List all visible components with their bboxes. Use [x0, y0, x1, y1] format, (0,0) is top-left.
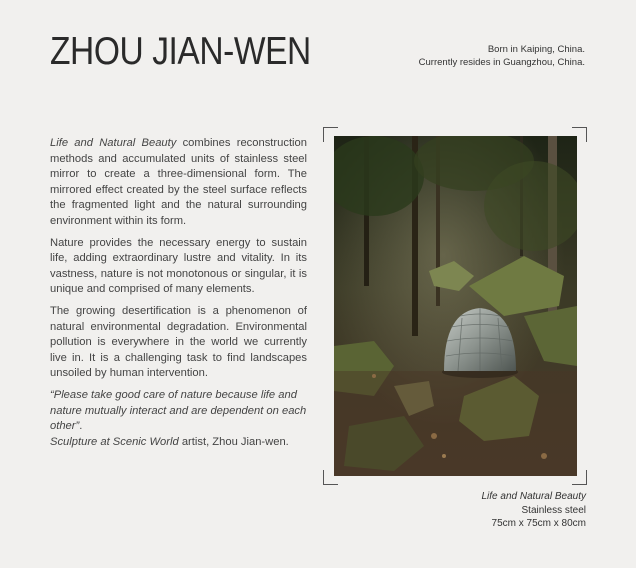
quote-end: .: [79, 420, 83, 433]
description-paragraph-2: Nature provides the necessary energy to sustain life, adding extraordinary lustre and vitality. In its vastness, nature is not monotonous or singular, it is unique and comprised of many elements.: [50, 236, 307, 296]
attribution-text: artist, Zhou Jian-wen.: [178, 435, 289, 448]
bio-birthplace: Born in Kaiping, China.: [487, 44, 585, 55]
artist-quote: “Please take good care of nature because life and nature mutually interact and are dependent on each other”: [50, 388, 307, 433]
artwork-description: [50, 136, 307, 450]
description-paragraph-3: The growing desertification is a phenomenon of natural environmental degradation. Environmental pollution is everywhere in the world we currently live in. It is a challenging task to find landscapes unsoiled by human intervention.: [50, 304, 307, 380]
bio-residence: Currently resides in Guangzhou, China.: [418, 57, 585, 68]
artwork-title-inline: Life and Natural Beauty: [50, 137, 177, 149]
artwork-photo: [334, 136, 577, 476]
artist-quote-block: [50, 388, 307, 450]
caption-title: Life and Natural Beauty: [481, 491, 586, 502]
paragraph-1-text: combines reconstruction methods and accumulated units of stainless steel mirror to create a three-dimensional form. The mirrored effect created by the steel surface reflects the fragmented light and the natural surrounding environment within its form.: [50, 137, 307, 227]
artwork-photo-frame: [323, 127, 587, 485]
caption-medium: Stainless steel: [521, 504, 586, 516]
artwork-caption: [481, 490, 586, 531]
attribution-emphasis: Sculpture at Scenic World: [50, 435, 179, 448]
caption-dimensions: 75cm x 75cm x 80cm: [491, 518, 586, 529]
forest-sculpture-image: [334, 136, 577, 476]
artist-name: ZHOU JIAN-WEN: [50, 30, 311, 73]
artist-bio: [419, 43, 585, 69]
description-paragraph-1: [50, 136, 307, 230]
